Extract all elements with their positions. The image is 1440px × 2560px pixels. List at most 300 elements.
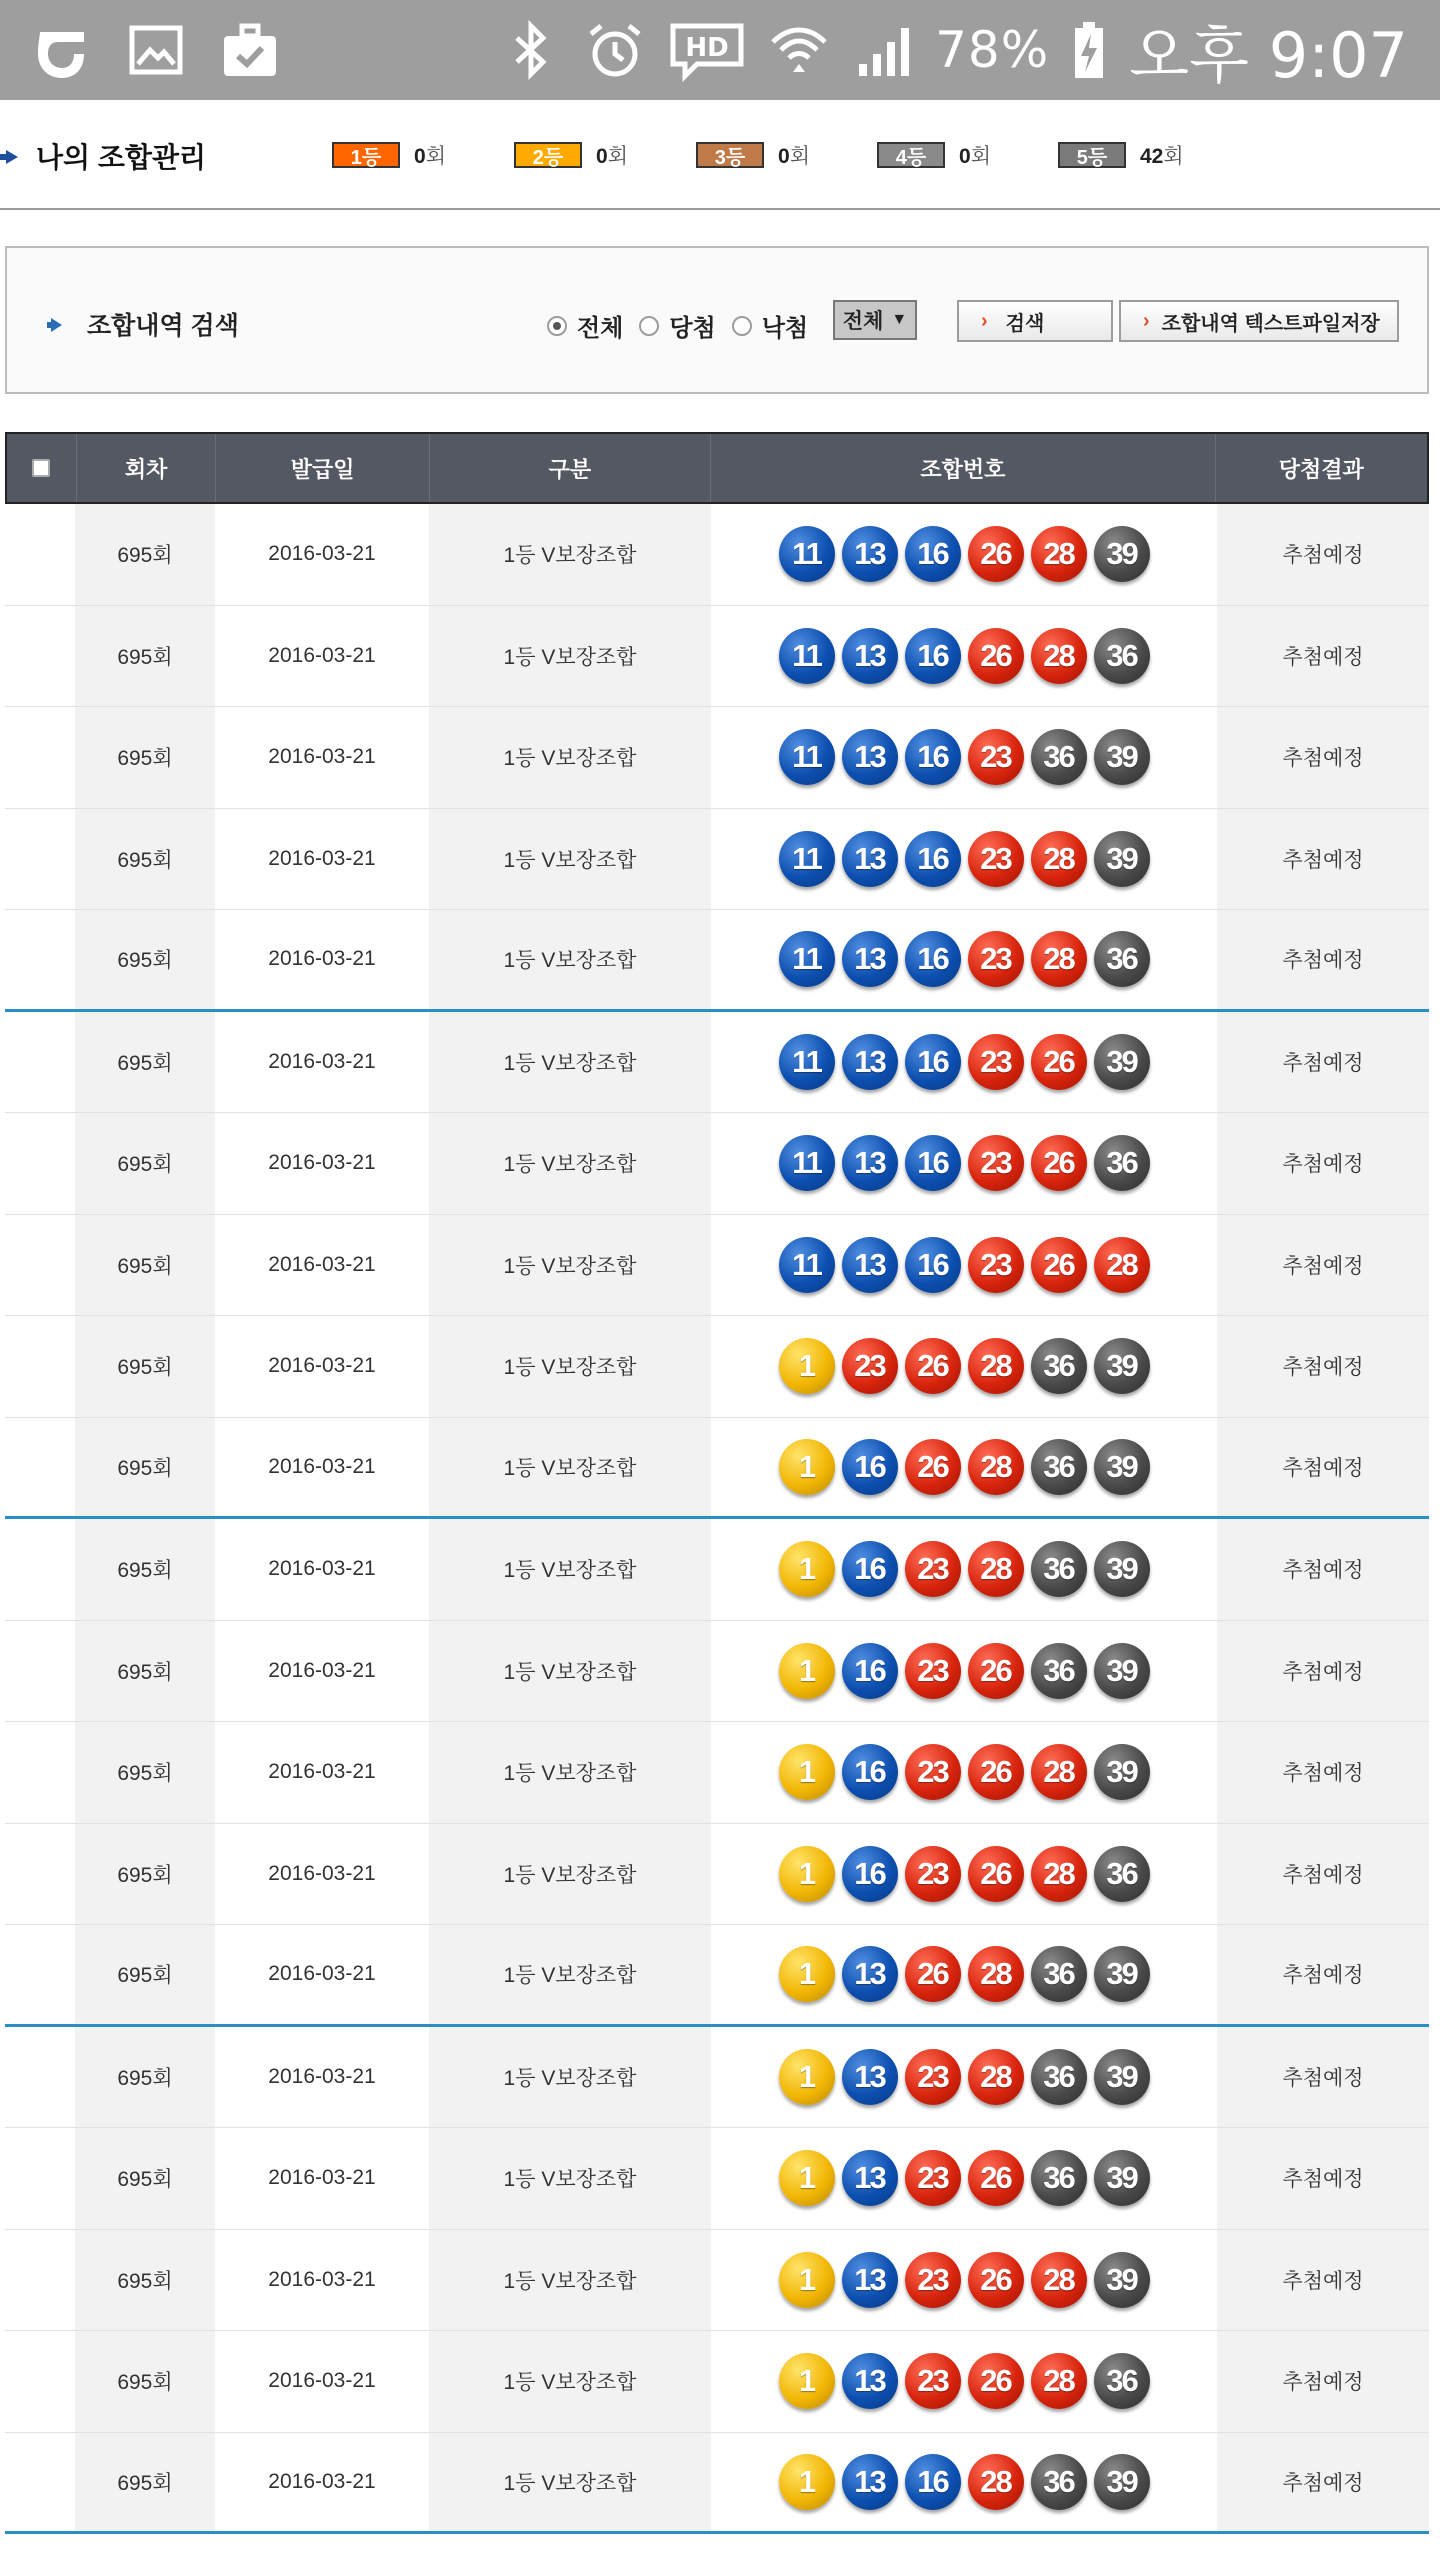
lotto-ball: 23 bbox=[968, 1237, 1024, 1293]
type-cell: 1등 V보장조합 bbox=[429, 1925, 711, 2024]
lotto-ball: 11 bbox=[779, 831, 835, 887]
type-cell: 1등 V보장조합 bbox=[429, 2027, 711, 2128]
checkbox-cell bbox=[5, 2027, 75, 2128]
radio-button[interactable] bbox=[732, 316, 752, 336]
lotto-ball: 36 bbox=[1094, 931, 1150, 987]
checkbox-cell bbox=[5, 1621, 75, 1722]
round-cell: 695회 bbox=[75, 1215, 215, 1316]
rank-count: 0회 bbox=[959, 145, 991, 168]
lotto-ball: 16 bbox=[905, 1034, 961, 1090]
type-cell: 1등 V보장조합 bbox=[429, 1113, 711, 1214]
issue-date-cell: 2016-03-21 bbox=[268, 1557, 376, 1581]
lotto-ball: 26 bbox=[905, 1946, 961, 2002]
rank-badge: 3등 bbox=[696, 142, 764, 168]
lotto-ball: 28 bbox=[1031, 1846, 1087, 1902]
lotto-ball: 1 bbox=[779, 1439, 835, 1495]
checkbox-cell bbox=[5, 1316, 75, 1417]
rank-5-summary bbox=[1058, 140, 1184, 170]
result-cell: 추첨예정 bbox=[1217, 2331, 1429, 2432]
lotto-numbers bbox=[779, 1541, 1150, 1597]
save-text-file-button[interactable] bbox=[1119, 300, 1399, 342]
lotto-ball: 39 bbox=[1094, 1643, 1150, 1699]
lotto-numbers bbox=[779, 831, 1150, 887]
checkbox-cell bbox=[5, 606, 75, 707]
result-cell: 추첨예정 bbox=[1217, 1722, 1429, 1823]
type-cell: 1등 V보장조합 bbox=[429, 504, 711, 605]
wifi-icon bbox=[767, 18, 831, 82]
lotto-ball: 36 bbox=[1094, 1846, 1150, 1902]
table-row bbox=[5, 2230, 1429, 2332]
numbers-cell bbox=[711, 1519, 1217, 1620]
type-cell: 1등 V보장조합 bbox=[429, 1722, 711, 1823]
lotto-ball: 1 bbox=[779, 2353, 835, 2409]
lotto-ball: 28 bbox=[1031, 931, 1087, 987]
table-row bbox=[5, 2331, 1429, 2433]
lotto-numbers bbox=[779, 729, 1150, 785]
numbers-cell bbox=[711, 1621, 1217, 1722]
arrow-right-icon bbox=[51, 318, 62, 332]
issue-date-cell: 2016-03-21 bbox=[268, 745, 376, 769]
type-cell: 1등 V보장조합 bbox=[429, 910, 711, 1009]
table-body bbox=[5, 504, 1429, 2534]
lotto-ball: 36 bbox=[1031, 2454, 1087, 2510]
lotto-ball: 26 bbox=[1031, 1034, 1087, 1090]
table-row bbox=[5, 1621, 1429, 1723]
round-cell: 695회 bbox=[75, 504, 215, 605]
lotto-ball: 13 bbox=[842, 831, 898, 887]
numbers-cell bbox=[711, 707, 1217, 808]
round-cell: 695회 bbox=[75, 1418, 215, 1517]
lotto-ball: 13 bbox=[842, 1135, 898, 1191]
issue-date-cell: 2016-03-21 bbox=[268, 2369, 376, 2393]
lotto-ball: 26 bbox=[968, 1643, 1024, 1699]
round-cell: 695회 bbox=[75, 1621, 215, 1722]
numbers-cell bbox=[711, 1012, 1217, 1113]
lotto-numbers bbox=[779, 2454, 1150, 2510]
lotto-ball: 28 bbox=[1031, 2252, 1087, 2308]
table-row bbox=[5, 1824, 1429, 1926]
type-cell: 1등 V보장조합 bbox=[429, 1824, 711, 1925]
lotto-ball: 1 bbox=[779, 2252, 835, 2308]
lotto-ball: 36 bbox=[1031, 1439, 1087, 1495]
radio-label: 낙첨 bbox=[761, 315, 809, 342]
lotto-ball: 36 bbox=[1031, 1946, 1087, 2002]
lotto-ball: 39 bbox=[1094, 526, 1150, 582]
column-header: 당첨결과 bbox=[1278, 456, 1364, 482]
result-cell: 추첨예정 bbox=[1217, 1621, 1429, 1722]
type-cell: 1등 V보장조합 bbox=[429, 1621, 711, 1722]
lotto-numbers bbox=[779, 1946, 1150, 2002]
chevron-right-icon: › bbox=[981, 309, 988, 332]
arrow-right-icon bbox=[6, 150, 18, 164]
lotto-ball: 23 bbox=[905, 2150, 961, 2206]
type-cell: 1등 V보장조합 bbox=[429, 1316, 711, 1417]
lotto-ball: 11 bbox=[779, 628, 835, 684]
issue-date-cell: 2016-03-21 bbox=[268, 947, 376, 971]
lotto-ball: 16 bbox=[842, 1846, 898, 1902]
round-cell: 695회 bbox=[75, 1012, 215, 1113]
checkbox-cell bbox=[5, 1215, 75, 1316]
lotto-ball: 16 bbox=[842, 1744, 898, 1800]
table-row bbox=[5, 504, 1429, 606]
lotto-numbers bbox=[779, 2252, 1150, 2308]
column-header: 회차 bbox=[77, 434, 217, 502]
summary-title: 나의 조합관리 bbox=[36, 142, 207, 173]
rank-count: 42회 bbox=[1140, 145, 1184, 168]
checkbox-cell bbox=[5, 1418, 75, 1517]
lotto-ball: 1 bbox=[779, 1643, 835, 1699]
lotto-ball: 13 bbox=[842, 628, 898, 684]
combination-summary bbox=[0, 100, 1440, 210]
type-cell: 1등 V보장조합 bbox=[429, 707, 711, 808]
result-cell: 추첨예정 bbox=[1217, 1113, 1429, 1214]
search-title: 조합내역 검색 bbox=[87, 312, 239, 340]
result-cell: 추첨예정 bbox=[1217, 1925, 1429, 2024]
lotto-ball: 39 bbox=[1094, 2252, 1150, 2308]
round-cell: 695회 bbox=[75, 1722, 215, 1823]
result-cell: 추첨예정 bbox=[1217, 2433, 1429, 2532]
lotto-ball: 1 bbox=[779, 2049, 835, 2105]
lotto-ball: 28 bbox=[968, 1338, 1024, 1394]
lotto-numbers bbox=[779, 1338, 1150, 1394]
checkbox-cell bbox=[5, 809, 75, 910]
lotto-ball: 23 bbox=[905, 1744, 961, 1800]
lotto-ball: 23 bbox=[905, 1541, 961, 1597]
radio-button[interactable] bbox=[639, 316, 659, 336]
lotto-ball: 28 bbox=[1031, 831, 1087, 887]
lotto-ball: 36 bbox=[1094, 628, 1150, 684]
lotto-ball: 39 bbox=[1094, 729, 1150, 785]
checkbox-cell bbox=[5, 1925, 75, 2024]
numbers-cell bbox=[711, 1722, 1217, 1823]
lotto-ball: 26 bbox=[905, 1439, 961, 1495]
lotto-ball: 28 bbox=[1031, 628, 1087, 684]
checkbox-cell bbox=[5, 1824, 75, 1925]
result-cell: 추첨예정 bbox=[1217, 1215, 1429, 1316]
lotto-ball: 28 bbox=[1031, 526, 1087, 582]
lotto-ball: 39 bbox=[1094, 1034, 1150, 1090]
lotto-ball: 26 bbox=[968, 1846, 1024, 1902]
table-row bbox=[5, 1012, 1429, 1114]
result-cell: 추첨예정 bbox=[1217, 1824, 1429, 1925]
battery-percentage: 78% bbox=[935, 21, 1050, 79]
table-row bbox=[5, 1519, 1429, 1621]
lotto-ball: 39 bbox=[1094, 1338, 1150, 1394]
signal-icon bbox=[851, 18, 915, 82]
column-header: 조합번호 bbox=[711, 434, 1216, 502]
result-cell: 추첨예정 bbox=[1217, 2230, 1429, 2331]
lotto-ball: 13 bbox=[842, 1237, 898, 1293]
round-cell: 695회 bbox=[75, 910, 215, 1009]
lotto-ball: 23 bbox=[968, 831, 1024, 887]
lotto-ball: 26 bbox=[968, 526, 1024, 582]
table-row bbox=[5, 1215, 1429, 1317]
numbers-cell bbox=[711, 1418, 1217, 1517]
numbers-cell bbox=[711, 1925, 1217, 2024]
checkbox-cell bbox=[5, 2433, 75, 2532]
lotto-ball: 23 bbox=[968, 1135, 1024, 1191]
round-cell: 695회 bbox=[75, 1824, 215, 1925]
numbers-cell bbox=[711, 2230, 1217, 2331]
column-header: 발급일 bbox=[216, 434, 429, 502]
issue-date-cell: 2016-03-21 bbox=[268, 846, 376, 870]
lotto-ball: 39 bbox=[1094, 2049, 1150, 2105]
round-cell: 695회 bbox=[75, 606, 215, 707]
lotto-ball: 13 bbox=[842, 931, 898, 987]
type-cell: 1등 V보장조합 bbox=[429, 809, 711, 910]
checkbox-cell bbox=[5, 1012, 75, 1113]
select-all-cell bbox=[7, 434, 77, 502]
lotto-ball: 1 bbox=[779, 2454, 835, 2510]
result-cell: 추첨예정 bbox=[1217, 1012, 1429, 1113]
checkbox-cell bbox=[5, 2128, 75, 2229]
lotto-numbers bbox=[779, 1643, 1150, 1699]
round-cell: 695회 bbox=[75, 2027, 215, 2128]
clock: 오후 9:07 bbox=[1129, 18, 1408, 92]
table-row bbox=[5, 1418, 1429, 1520]
lotto-ball: 23 bbox=[905, 2049, 961, 2105]
lotto-ball: 23 bbox=[842, 1338, 898, 1394]
search-button-label: 검색 bbox=[1005, 312, 1045, 335]
issue-date-cell: 2016-03-21 bbox=[268, 1151, 376, 1175]
numbers-cell bbox=[711, 2331, 1217, 2432]
type-cell: 1등 V보장조합 bbox=[429, 606, 711, 707]
table-row bbox=[5, 2027, 1429, 2129]
checkbox-cell bbox=[5, 707, 75, 808]
bluetooth-icon bbox=[499, 18, 563, 82]
lotto-ball: 39 bbox=[1094, 2454, 1150, 2510]
numbers-cell bbox=[711, 1316, 1217, 1417]
lotto-ball: 16 bbox=[842, 1643, 898, 1699]
lotto-ball: 1 bbox=[779, 1846, 835, 1902]
checkbox-cell bbox=[5, 1519, 75, 1620]
lotto-ball: 16 bbox=[905, 931, 961, 987]
lotto-ball: 23 bbox=[968, 1034, 1024, 1090]
issue-date-cell: 2016-03-21 bbox=[268, 2469, 376, 2493]
gallery-icon bbox=[124, 18, 188, 82]
lotto-ball: 11 bbox=[779, 1237, 835, 1293]
numbers-cell bbox=[711, 2128, 1217, 2229]
lotto-ball: 36 bbox=[1031, 1643, 1087, 1699]
result-cell: 추첨예정 bbox=[1217, 910, 1429, 1009]
lotto-ball: 26 bbox=[968, 2353, 1024, 2409]
lotto-numbers bbox=[779, 526, 1150, 582]
svg-text:HD: HD bbox=[685, 33, 729, 63]
lotto-ball: 36 bbox=[1031, 2049, 1087, 2105]
numbers-cell bbox=[711, 2027, 1217, 2128]
lotto-ball: 23 bbox=[905, 1846, 961, 1902]
chevron-right-icon: › bbox=[1143, 309, 1150, 332]
rank-3-summary bbox=[696, 140, 810, 170]
table-row bbox=[5, 2433, 1429, 2535]
checkbox-cell bbox=[5, 504, 75, 605]
lotto-ball: 39 bbox=[1094, 1744, 1150, 1800]
lotto-ball: 26 bbox=[1031, 1237, 1087, 1293]
lotto-numbers bbox=[779, 1439, 1150, 1495]
lotto-ball: 11 bbox=[779, 526, 835, 582]
lotto-ball: 23 bbox=[905, 2353, 961, 2409]
history-search-panel bbox=[5, 246, 1429, 394]
round-cell: 695회 bbox=[75, 1925, 215, 2024]
round-cell: 695회 bbox=[75, 2128, 215, 2229]
lotto-numbers bbox=[779, 1237, 1150, 1293]
round-cell: 695회 bbox=[75, 1113, 215, 1214]
table-row bbox=[5, 606, 1429, 708]
issue-date-cell: 2016-03-21 bbox=[268, 1760, 376, 1784]
issue-date-cell: 2016-03-21 bbox=[268, 542, 376, 566]
checkbox-cell bbox=[5, 910, 75, 1009]
type-cell: 1등 V보장조합 bbox=[429, 1215, 711, 1316]
lotto-ball: 39 bbox=[1094, 1439, 1150, 1495]
radio-all[interactable] bbox=[547, 308, 623, 343]
type-cell: 1등 V보장조합 bbox=[429, 1012, 711, 1113]
table-row bbox=[5, 1113, 1429, 1215]
radio-lost[interactable] bbox=[732, 308, 808, 343]
lotto-ball: 28 bbox=[1031, 1744, 1087, 1800]
issue-date-cell: 2016-03-21 bbox=[268, 1658, 376, 1682]
result-cell: 추첨예정 bbox=[1217, 504, 1429, 605]
lotto-ball: 28 bbox=[968, 1541, 1024, 1597]
numbers-cell bbox=[711, 504, 1217, 605]
select-value: 전체 bbox=[842, 310, 884, 333]
radio-button[interactable] bbox=[547, 316, 567, 336]
rank-4-summary bbox=[877, 140, 991, 170]
rank-badge: 5등 bbox=[1058, 142, 1126, 168]
radio-label: 전체 bbox=[577, 315, 624, 342]
lotto-numbers bbox=[779, 1846, 1150, 1902]
lotto-ball: 36 bbox=[1094, 1135, 1150, 1191]
issue-date-cell: 2016-03-21 bbox=[268, 1049, 376, 1073]
lotto-numbers bbox=[779, 1744, 1150, 1800]
lotto-ball: 13 bbox=[842, 2252, 898, 2308]
radio-label: 당첨 bbox=[669, 315, 716, 342]
lotto-ball: 28 bbox=[968, 2049, 1024, 2105]
filter-select[interactable] bbox=[833, 300, 917, 340]
lotto-ball: 13 bbox=[842, 2454, 898, 2510]
lotto-ball: 11 bbox=[779, 729, 835, 785]
lotto-ball: 23 bbox=[968, 729, 1024, 785]
lotto-numbers bbox=[779, 1135, 1150, 1191]
lotto-ball: 16 bbox=[905, 729, 961, 785]
carrier-logo-icon bbox=[30, 18, 94, 82]
issue-date-cell: 2016-03-21 bbox=[268, 1962, 376, 1986]
table-row bbox=[5, 707, 1429, 809]
hd-voice-icon bbox=[667, 18, 747, 82]
lotto-numbers bbox=[779, 2150, 1150, 2206]
rank-count: 0회 bbox=[596, 145, 628, 168]
lotto-ball: 16 bbox=[842, 1439, 898, 1495]
round-cell: 695회 bbox=[75, 707, 215, 808]
type-cell: 1등 V보장조합 bbox=[429, 2331, 711, 2432]
lotto-ball: 39 bbox=[1094, 831, 1150, 887]
lotto-ball: 16 bbox=[905, 628, 961, 684]
rank-2-summary bbox=[514, 140, 628, 170]
result-cell: 추첨예정 bbox=[1217, 1519, 1429, 1620]
lotto-ball: 23 bbox=[905, 1643, 961, 1699]
type-cell: 1등 V보장조합 bbox=[429, 1418, 711, 1517]
numbers-cell bbox=[711, 809, 1217, 910]
issue-date-cell: 2016-03-21 bbox=[268, 1252, 376, 1276]
type-cell: 1등 V보장조합 bbox=[429, 2230, 711, 2331]
lotto-ball: 26 bbox=[968, 2150, 1024, 2206]
lotto-ball: 13 bbox=[842, 729, 898, 785]
issue-date-cell: 2016-03-21 bbox=[268, 643, 376, 667]
lotto-ball: 11 bbox=[779, 1034, 835, 1090]
lotto-ball: 36 bbox=[1031, 1541, 1087, 1597]
result-cell: 추첨예정 bbox=[1217, 606, 1429, 707]
round-cell: 695회 bbox=[75, 2230, 215, 2331]
lotto-ball: 36 bbox=[1031, 729, 1087, 785]
lotto-ball: 28 bbox=[1094, 1237, 1150, 1293]
select-all-checkbox[interactable] bbox=[32, 459, 50, 477]
result-cell: 추첨예정 bbox=[1217, 707, 1429, 808]
lotto-ball: 13 bbox=[842, 526, 898, 582]
issue-date-cell: 2016-03-21 bbox=[268, 1454, 376, 1478]
result-cell: 추첨예정 bbox=[1217, 2128, 1429, 2229]
lotto-ball: 16 bbox=[905, 2454, 961, 2510]
lotto-ball: 16 bbox=[905, 526, 961, 582]
checkbox-cell bbox=[5, 2331, 75, 2432]
lotto-ball: 11 bbox=[779, 931, 835, 987]
lotto-ball: 39 bbox=[1094, 2150, 1150, 2206]
lotto-ball: 23 bbox=[968, 931, 1024, 987]
numbers-cell bbox=[711, 606, 1217, 707]
lotto-ball: 23 bbox=[905, 2252, 961, 2308]
lotto-ball: 1 bbox=[779, 1338, 835, 1394]
caret-down-icon: ▼ bbox=[891, 311, 908, 328]
round-cell: 695회 bbox=[75, 2331, 215, 2432]
lotto-ball: 28 bbox=[968, 2454, 1024, 2510]
table-row bbox=[5, 910, 1429, 1012]
lotto-ball: 28 bbox=[968, 1946, 1024, 2002]
radio-won[interactable] bbox=[639, 308, 715, 343]
lotto-ball: 16 bbox=[905, 831, 961, 887]
rank-badge: 2등 bbox=[514, 142, 582, 168]
rank-count: 0회 bbox=[778, 145, 810, 168]
lotto-numbers bbox=[779, 1034, 1150, 1090]
lotto-ball: 1 bbox=[779, 1946, 835, 2002]
numbers-cell bbox=[711, 2433, 1217, 2532]
lotto-ball: 16 bbox=[842, 1541, 898, 1597]
briefcase-check-icon bbox=[218, 18, 282, 82]
lotto-ball: 1 bbox=[779, 2150, 835, 2206]
table-row bbox=[5, 1722, 1429, 1824]
issue-date-cell: 2016-03-21 bbox=[268, 1861, 376, 1885]
status-bar bbox=[0, 0, 1440, 100]
lotto-numbers bbox=[779, 2049, 1150, 2105]
result-cell: 추첨예정 bbox=[1217, 1316, 1429, 1417]
result-cell: 추첨예정 bbox=[1217, 1418, 1429, 1517]
lotto-ball: 26 bbox=[968, 1744, 1024, 1800]
numbers-cell bbox=[711, 1824, 1217, 1925]
lotto-ball: 28 bbox=[1031, 2353, 1087, 2409]
lotto-ball: 39 bbox=[1094, 1541, 1150, 1597]
round-cell: 695회 bbox=[75, 809, 215, 910]
lotto-ball: 36 bbox=[1031, 1338, 1087, 1394]
numbers-cell bbox=[711, 1215, 1217, 1316]
issue-date-cell: 2016-03-21 bbox=[268, 2064, 376, 2088]
result-cell: 추첨예정 bbox=[1217, 2027, 1429, 2128]
lotto-ball: 39 bbox=[1094, 1946, 1150, 2002]
search-button[interactable] bbox=[957, 300, 1113, 342]
table-row bbox=[5, 1925, 1429, 2027]
rank-badge: 4등 bbox=[877, 142, 945, 168]
table-row bbox=[5, 809, 1429, 911]
numbers-cell bbox=[711, 910, 1217, 1009]
battery-charging-icon bbox=[1069, 18, 1109, 82]
column-header: 구분 bbox=[430, 434, 711, 502]
checkbox-cell bbox=[5, 1722, 75, 1823]
